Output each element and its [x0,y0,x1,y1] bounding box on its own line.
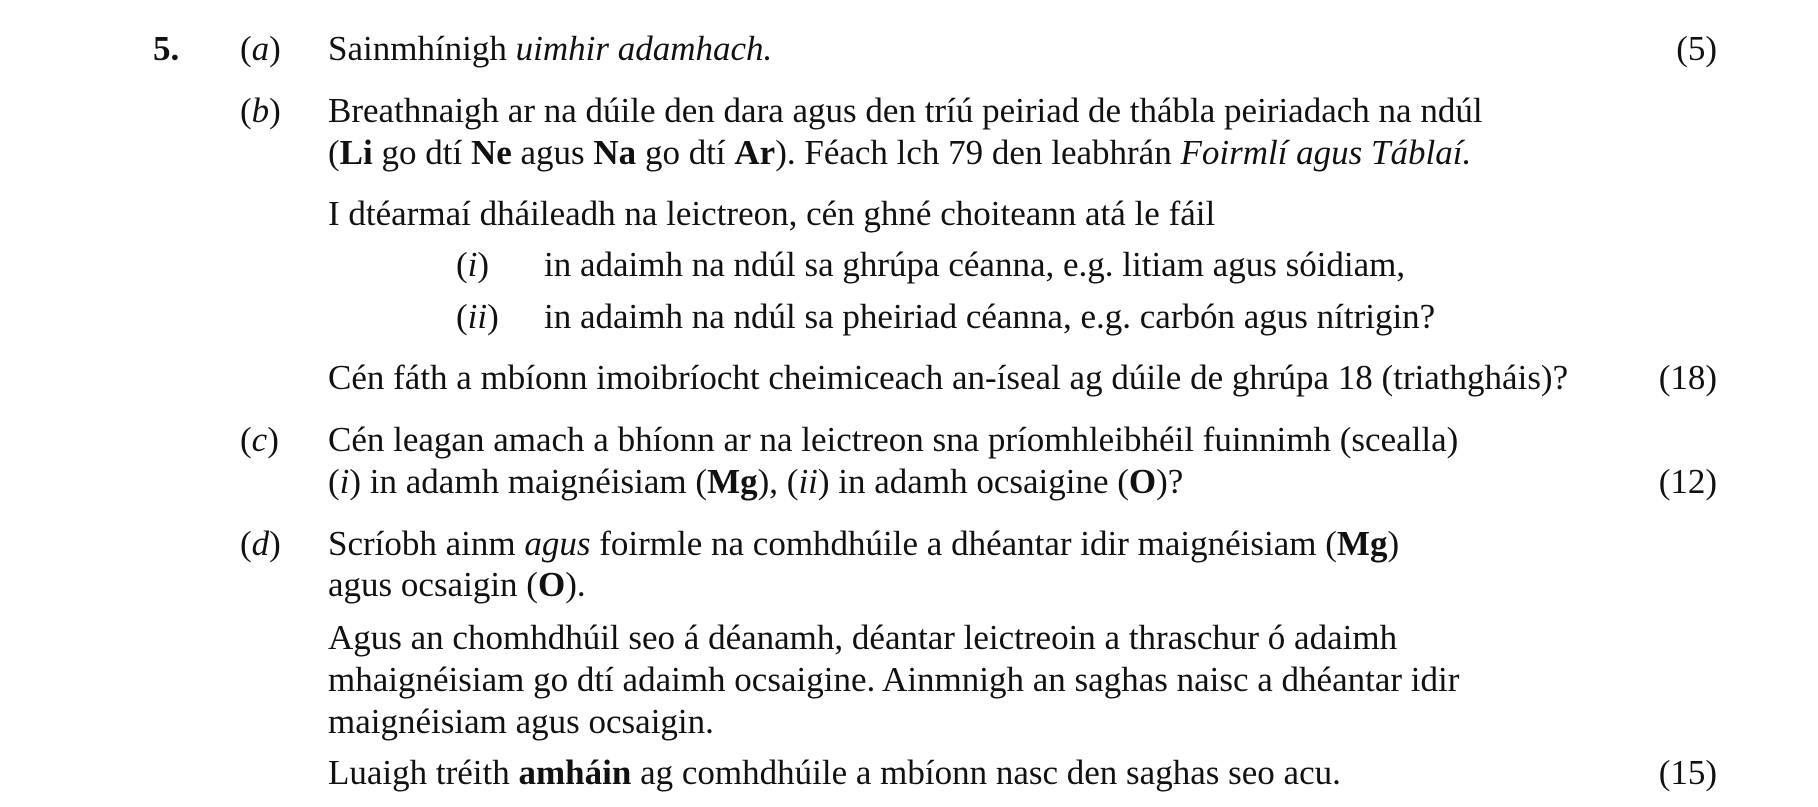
part-b-sub-ii-label: (ii) [456,297,499,336]
part-d-line-6: Luaigh tréith amháin ag comhdhúile a mbíonn nasc den saghas seo acu. [328,753,1341,792]
part-d-label: (d) [240,524,281,563]
part-a-label: (a) [240,29,281,68]
part-c-label: (c) [240,420,279,459]
part-b-sub-ii-text: in adaimh na ndúl sa pheiriad céanna, e.g. carbón agus nítrigin? [544,297,1436,336]
part-d-line-5: maignéisiam agus ocsaigin. [328,702,714,741]
part-b-line-3: I dtéarmaí dháileadh na leictreon, cén ghné choiteann atá le fáil [328,194,1216,233]
part-b-marks: (18) [1658,358,1717,397]
part-b-sub-i-label: (i) [456,245,490,284]
part-a-text: Sainmhínigh uimhir adamhach. [328,29,773,68]
part-b-line-2: (Li go dtí Ne agus Na go dtí Ar). Féach lch 79 den leabhrán Foirmlí agus Táblaí. [328,133,1472,172]
part-b-line-1: Breathnaigh ar na dúile den dara agus den tríú peiriad de thábla peiriadach na ndúl [328,91,1483,130]
part-b-sub-i-text: in adaimh na ndúl sa ghrúpa céanna, e.g. litiam agus sóidiam, [544,245,1406,284]
part-b-label: (b) [240,91,281,130]
part-d-line-1: Scríobh ainm agus foirmle na comhdhúile a dhéantar idir maignéisiam (Mg) [328,524,1400,563]
part-d-line-3: Agus an chomhdhúil seo á déanamh, déantar leictreoin a thraschur ó adaimh [328,618,1398,657]
part-b-line-4: Cén fáth a mbíonn imoibríocht cheimiceach an-íseal ag dúile de ghrúpa 18 (triathgháis)? [328,358,1569,397]
part-d-line-4: mhaignéisiam go dtí adaimh ocsaigine. Ainmnigh an saghas naisc a dhéantar idir [328,660,1460,699]
part-c-marks: (12) [1658,462,1717,501]
part-d-line-2: agus ocsaigin (O). [328,565,586,604]
question-number: 5. [153,29,180,68]
part-c-line-1: Cén leagan amach a bhíonn ar na leictreon sna príomhleibhéil fuinnimh (scealla) [328,420,1459,459]
part-c-line-2: (i) in adamh maignéisiam (Mg), (ii) in adamh ocsaigine (O)? [328,462,1184,501]
part-d-marks: (15) [1658,753,1717,792]
part-a-marks: (5) [1676,29,1717,68]
